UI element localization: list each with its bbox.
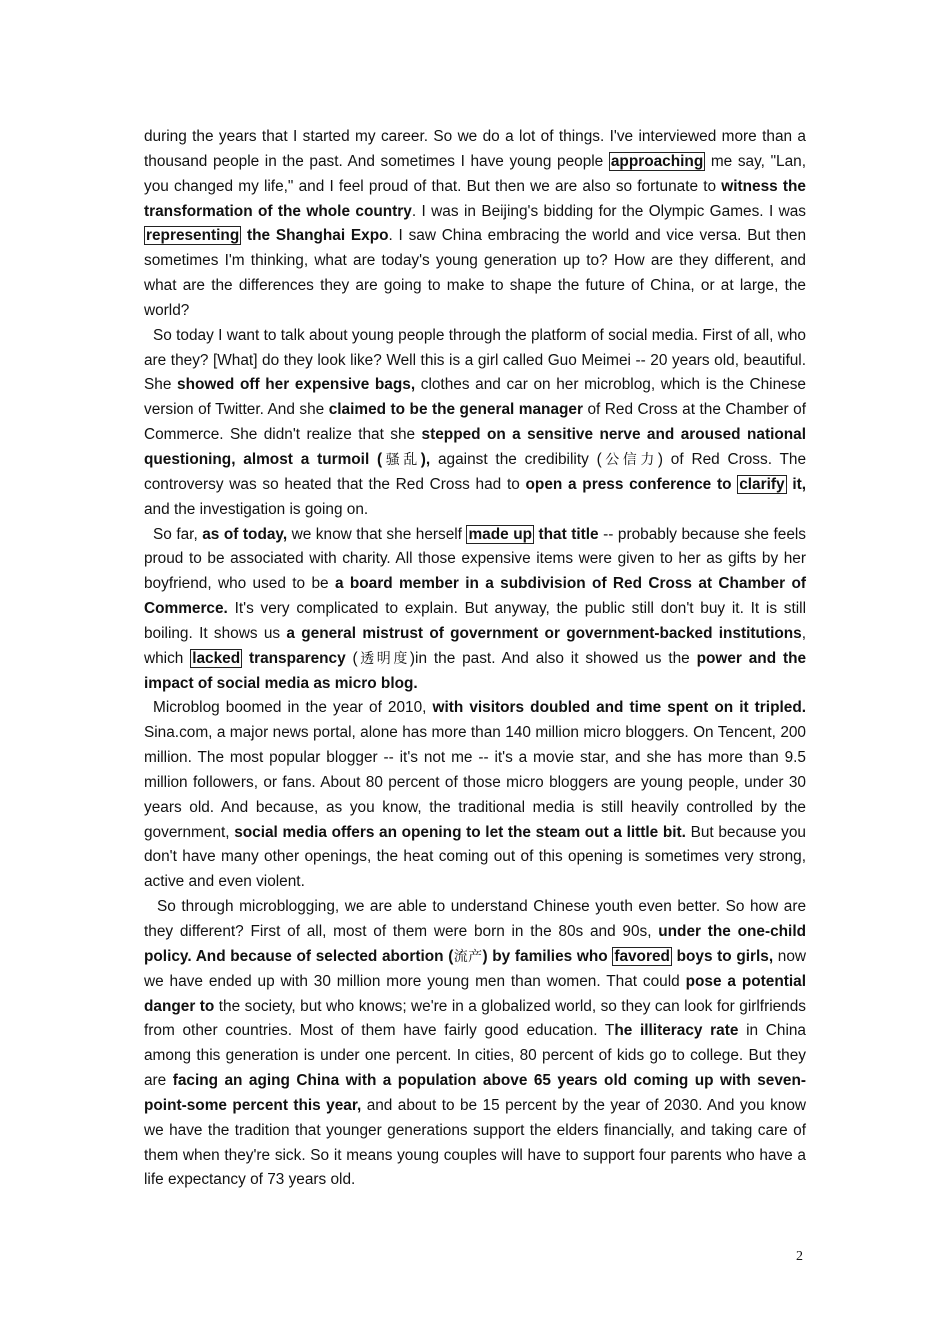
- bold-phrase: boys to girls,: [671, 947, 774, 965]
- text-run: Microblog boomed in the year of 2010,: [153, 699, 433, 717]
- text-run: we know that she herself: [287, 525, 467, 543]
- text-run: . I was in Beijing's bidding for the Olympic Games. I was: [411, 202, 806, 220]
- boxed-vocab-word: approaching: [610, 152, 704, 170]
- text-run: )in the past. And also it showed us the: [409, 649, 697, 667]
- bold-phrase: stepped on a sensitive nerve and aroused national questioning, almost a turmoil (: [144, 426, 806, 468]
- text-run: So through microblogging, we are able to understand Chinese youth even better. So how are they different? First of all, most of them were born in the 80s and 90s,: [144, 898, 806, 940]
- bold-phrase: that title: [538, 525, 599, 543]
- text-run: of Red Cross at the Chamber of Commerce. She didn't realize that she: [144, 401, 806, 444]
- bold-phrase: a general mistrust of government or government-backed institutions: [286, 624, 802, 642]
- bold-phrase: open a press conference to: [525, 475, 732, 493]
- bold-phrase: as of today,: [202, 525, 288, 543]
- boxed-vocab-word: representing: [146, 227, 240, 245]
- text-run: the society, but who knows; we're in a globalized world, so they can look for girlfriends from other countries. Most of them have fairly good education. T: [144, 997, 806, 1040]
- boxed-vocab-word: clarify: [739, 475, 785, 493]
- text-run: in China among this generation is under one percent. In cities, 80 percent of kids go to college. But they are: [144, 1022, 806, 1090]
- bold-phrase: witness the transformation of the whole country: [144, 177, 806, 220]
- chinese-gloss: 骚乱: [382, 451, 421, 468]
- text-run: me say, "Lan, you changed my life," and I feel proud of that. But then we are also so fortunate to: [144, 152, 806, 195]
- bold-phrase: social media offers an opening to let the steam out a little bit.: [234, 823, 686, 841]
- bold-phrase: he illiteracy rate: [614, 1022, 739, 1040]
- boxed-vocab-word: lacked: [192, 649, 241, 667]
- text-run: against the credibility (: [430, 450, 602, 468]
- bold-phrase: pose a potential danger to: [144, 972, 806, 1015]
- text-run: ) of Red Cross. The controversy was so heated that the Red Cross had to: [144, 450, 807, 493]
- text-run: It's very complicated to explain. But anyway, the public still don't buy it. It is still boiling. It shows us: [144, 600, 806, 642]
- paragraph-2: [144, 324, 806, 523]
- chinese-gloss: 流产: [453, 948, 483, 965]
- page-number: 2: [796, 1249, 803, 1264]
- text-run: (: [345, 649, 358, 667]
- bold-phrase: under the one-child policy. And because of selected abortion (: [144, 923, 806, 965]
- text-run: and about to be 15 percent by the year of 2030. And you know we have the tradition that younger generations support the elders financially, and taking care of them when they're sick. So it means young couples will have to support four parents who have a life expectancy of 73 years old.: [144, 1096, 806, 1189]
- bold-phrase: claimed to be the general manager: [328, 401, 583, 419]
- text-run: , which: [144, 624, 806, 667]
- bold-phrase: a board member in a subdivision of Red Cross at Chamber of Commerce.: [144, 575, 806, 618]
- bold-phrase: it,: [792, 475, 806, 493]
- bold-phrase: facing an aging China with a population above 65 years old coming up with seven-point-some percent this year,: [144, 1072, 806, 1114]
- chinese-gloss: 公信力: [601, 451, 658, 468]
- bold-phrase: ),: [420, 450, 431, 468]
- bold-phrase: ) by families who: [482, 947, 613, 965]
- paragraph-5: [144, 895, 806, 1193]
- text-run: and the investigation is going on.: [144, 500, 369, 518]
- paragraph-1: [144, 125, 806, 324]
- text-run: clothes and car on her microblog, which is the Chinese version of Twitter. And she: [144, 376, 806, 419]
- paragraph-4: [144, 696, 806, 895]
- boxed-vocab-word: made up: [468, 525, 533, 543]
- text-run: . I saw China embracing the world and vice versa. But then sometimes I'm thinking, what are today's young generation up to? How are they different, and what are the differences they are going to make to shape the future of China, or at large, the world?: [144, 227, 807, 319]
- boxed-vocab-word: favored: [614, 947, 670, 965]
- text-run: So far,: [153, 525, 203, 543]
- text-run: [242, 650, 249, 667]
- text-run: -- probably because she feels proud to be associated with charity. All those expensive items were given to her as gifts by her boyfriend, who used to be: [144, 525, 806, 593]
- paragraph-3: [144, 523, 806, 697]
- bold-phrase: transparency: [248, 649, 346, 667]
- text-run: now we have ended up with 30 million more young men than women. That could: [144, 947, 807, 990]
- text-run: during the years that I started my career. So we do a lot of things. I've interviewed more than a thousand people in the past. And sometimes I have young people: [144, 128, 806, 170]
- bold-phrase: the Shanghai Expo: [247, 227, 389, 245]
- document-body: [144, 125, 806, 1193]
- chinese-gloss: 透明度: [357, 650, 410, 667]
- text-run: Sina.com, a major news portal, alone has more than 140 million micro bloggers. On Tencent, 200 million. The most popular blogger -- it's not me -- it's a movie star, and she has more than 9.5 million followers, or fans. About 80 percent of those micro bloggers are young people, under 30 years old. And because, as you know, the traditional media is still heavily controlled by the government,: [144, 724, 806, 841]
- bold-phrase: power and the impact of social media as micro blog.: [144, 649, 807, 692]
- bold-phrase: with visitors doubled and time spent on it tripled.: [432, 699, 806, 717]
- bold-phrase: showed off her expensive bags,: [177, 376, 416, 394]
- text-run: But because you don't have many other openings, the heat coming out of this opening is sometimes very strong, active and even violent.: [144, 823, 806, 891]
- text-run: So today I want to talk about young people through the platform of social media. First of all, who are they? [What] do they look like? Well this is a girl called Guo Meimei -- 20 years old, beautiful. She: [144, 326, 806, 394]
